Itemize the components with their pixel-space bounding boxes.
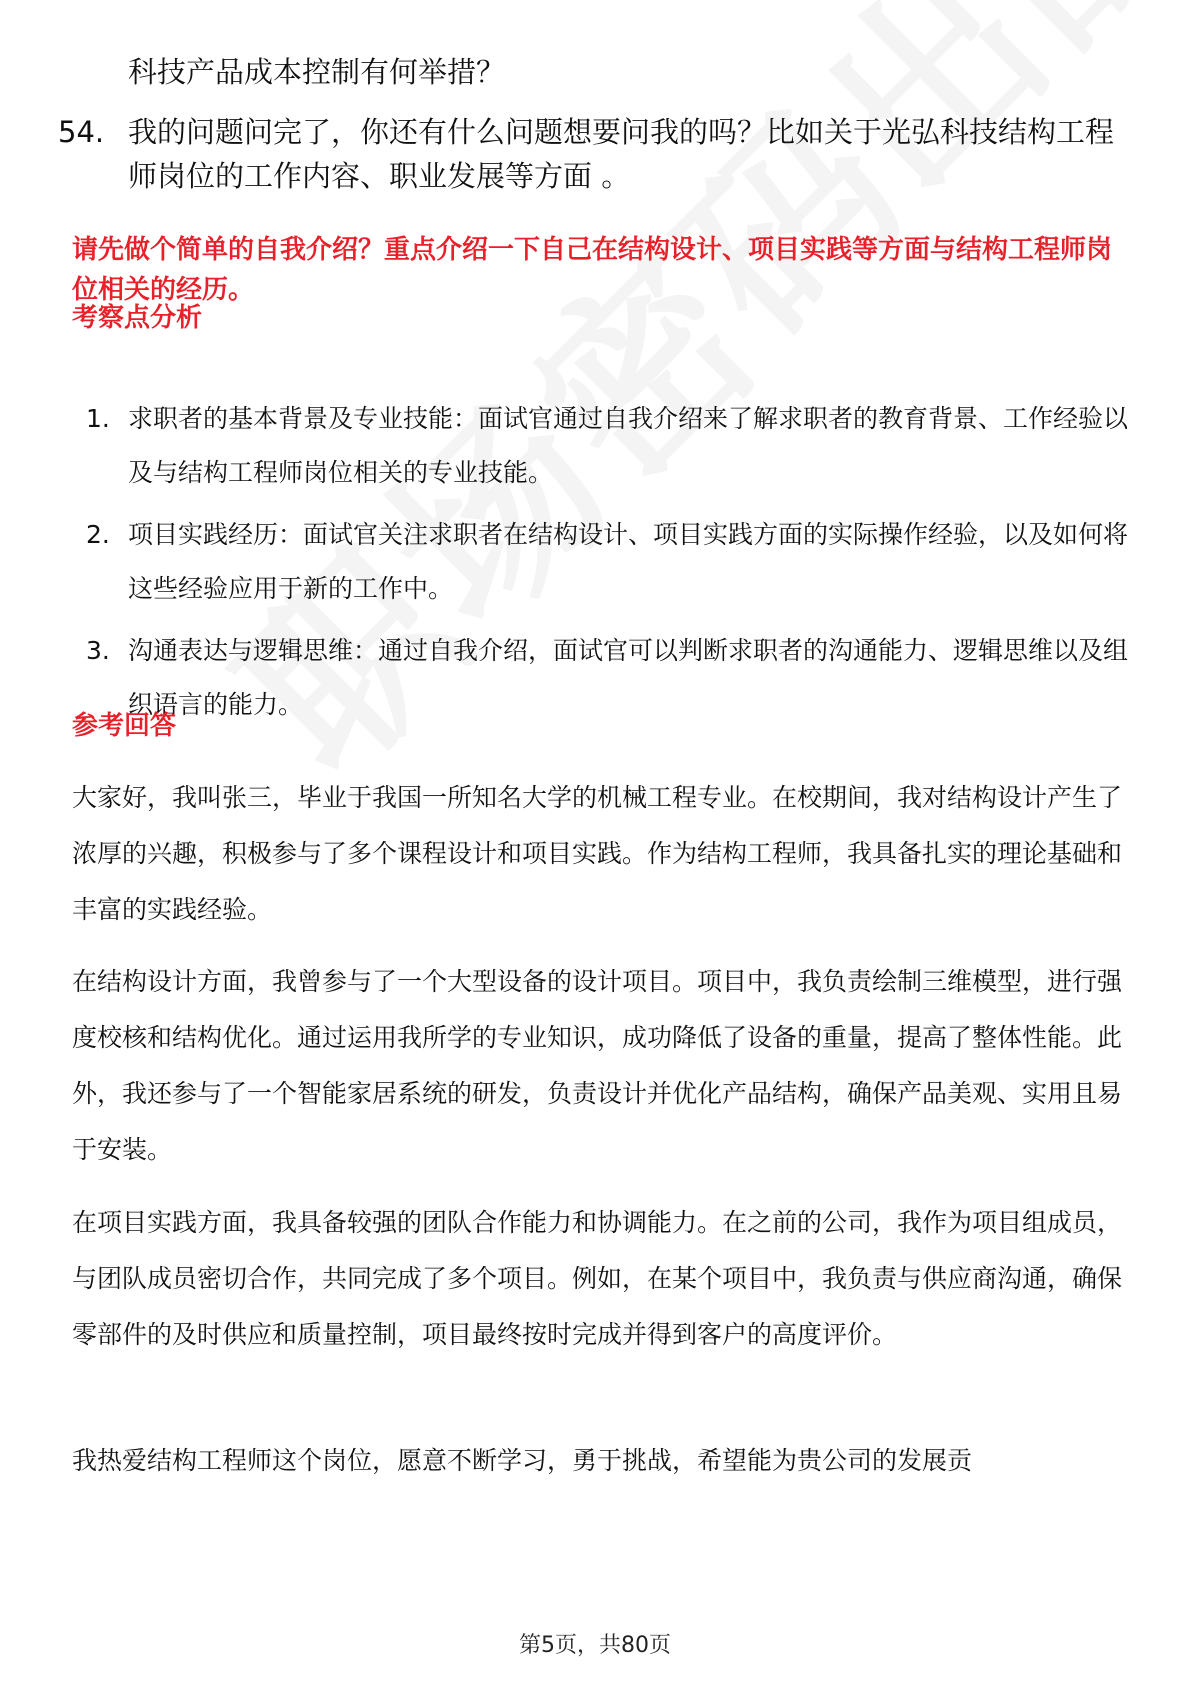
answer-paragraph: 大家好，我叫张三，毕业于我国一所知名大学的机械工程专业。在校期间，我对结构设计产生了浓厚的兴趣，积极参与了多个课程设计和项目实践。作为结构工程师，我具备扎实的理论基础和丰富的实践经验。 — [72, 783, 1123, 924]
list-item-number: 3. — [86, 636, 110, 665]
question-continuation: 科技产品成本控制有何举措？ — [128, 55, 506, 89]
answer-paragraph: 我热爱结构工程师这个岗位，愿意不断学习，勇于挑战，希望能为贵公司的发展贡 — [72, 1446, 973, 1475]
list-item-number: 2. — [86, 520, 110, 549]
list-item-number: 1. — [86, 404, 110, 433]
list-item-text: 求职者的基本背景及专业技能：面试官通过自我介绍来了解求职者的教育背景、工作经验以及与结构工程师岗位相关的专业技能。 — [128, 404, 1129, 487]
answer-paragraph: 在项目实践方面，我具备较强的团队合作能力和协调能力。在之前的公司，我作为项目组成员，与团队成员密切合作，共同完成了多个项目。例如，在某个项目中，我负责与供应商沟通，确保零部件的及时供应和质量控制，项目最终按时完成并得到客户的高度评价。 — [72, 1208, 1123, 1349]
answer-paragraph: 在结构设计方面，我曾参与了一个大型设备的设计项目。项目中，我负责绘制三维模型，进行强度校核和结构优化。通过运用我所学的专业知识，成功降低了设备的重量，提高了整体性能。此外，我还参与了一个智能家居系统的研发，负责设计并优化产品结构，确保产品美观、实用且易于安装。 — [72, 967, 1123, 1164]
list-item-text: 沟通表达与逻辑思维：通过自我介绍，面试官可以判断求职者的沟通能力、逻辑思维以及组织语言的能力。 — [128, 636, 1129, 719]
question-54 — [58, 110, 1138, 198]
list-item — [86, 624, 1136, 732]
analysis-heading: 考察点分析 — [72, 303, 203, 333]
question-text: 我的问题问完了，你还有什么问题想要问我的吗？比如关于光弘科技结构工程师岗位的工作内容、职业发展等方面 。 — [128, 115, 1115, 193]
list-item-text: 项目实践经历：面试官关注求职者在结构设计、项目实践方面的实际操作经验，以及如何将这些经验应用于新的工作中。 — [128, 520, 1129, 603]
analysis-list — [86, 392, 1136, 740]
answer-heading: 参考回答 — [72, 711, 177, 741]
list-item — [86, 392, 1136, 500]
main-question-title: 请先做个简单的自我介绍？重点介绍一下自己在结构设计、项目实践等方面与结构工程师岗位相关的经历。 — [72, 235, 1113, 305]
page-number-footer: 第5页，共80页 — [519, 1633, 671, 1658]
list-item — [86, 508, 1136, 616]
question-number: 54. — [58, 115, 105, 149]
